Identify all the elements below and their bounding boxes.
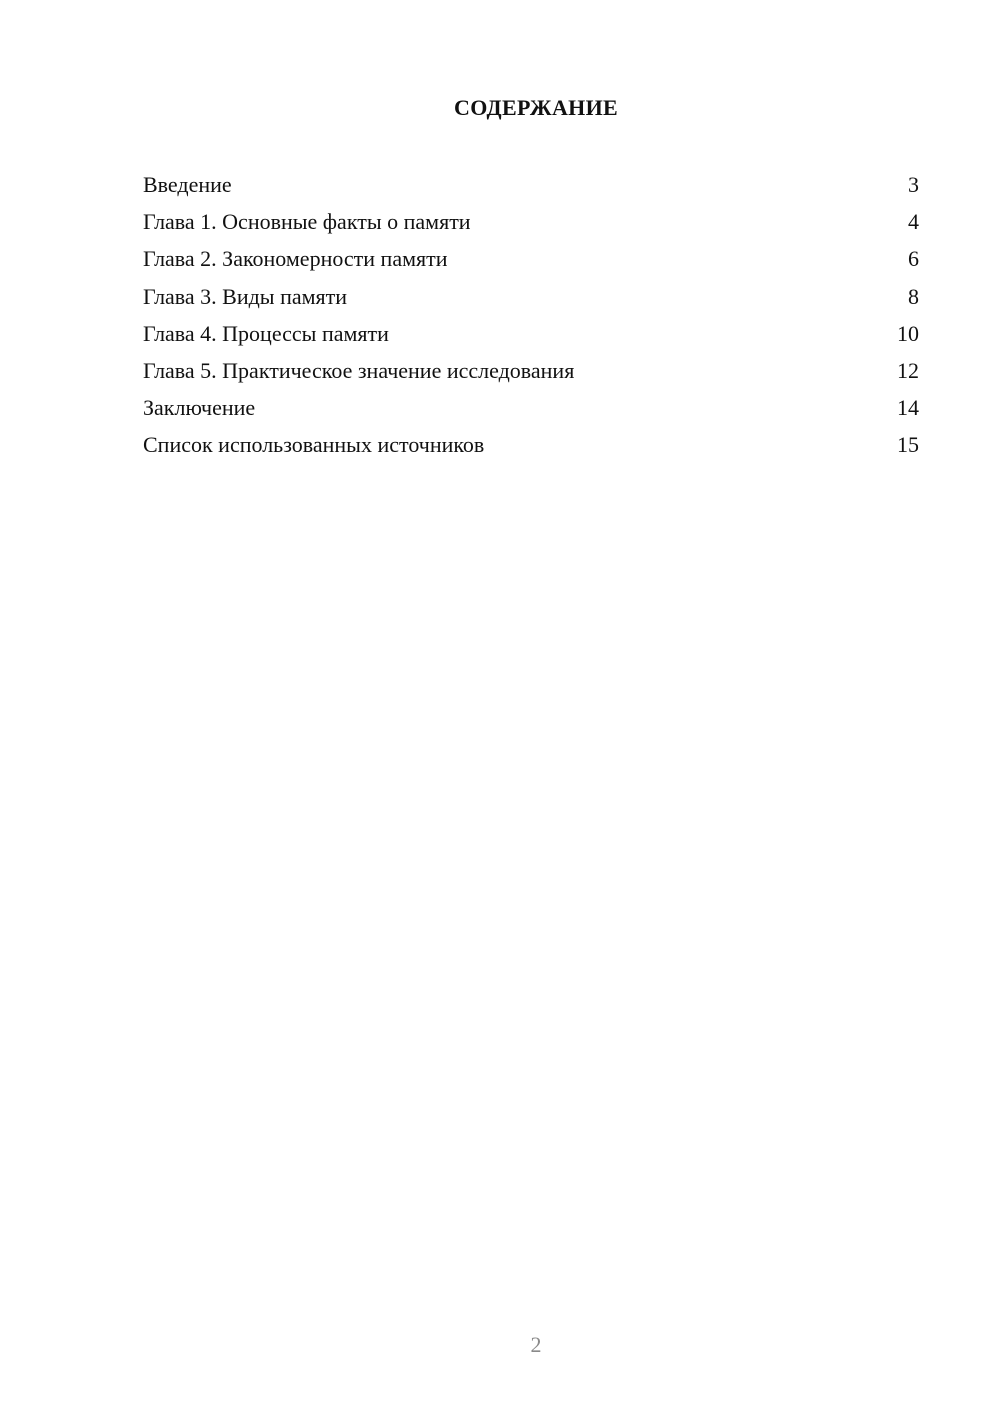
toc-entry-page: 15 xyxy=(897,432,919,458)
toc-entry-label: Глава 5. Практическое значение исследования xyxy=(143,357,575,383)
toc-entry-label: Список использованных источников xyxy=(143,432,485,458)
toc-entry-label: Глава 2. Закономерности памяти xyxy=(143,246,448,272)
toc-entry-page: 12 xyxy=(897,357,919,383)
toc-entry-label: Глава 4. Процессы памяти xyxy=(143,320,389,346)
toc-entry-introduction xyxy=(143,168,919,205)
toc-entry-chapter-2 xyxy=(143,242,919,279)
toc-entry-page: 4 xyxy=(908,209,919,235)
toc-entry-page: 3 xyxy=(908,172,919,197)
toc-entry-label: Глава 3. Виды памяти xyxy=(143,283,348,309)
toc-entry-page: 6 xyxy=(908,246,919,272)
table-of-contents xyxy=(143,168,919,466)
toc-entry-page: 14 xyxy=(897,395,919,421)
toc-title: СОДЕРЖАНИЕ xyxy=(454,95,618,120)
toc-entry-label: Заключение xyxy=(143,395,256,421)
toc-entry-chapter-3 xyxy=(143,280,919,317)
toc-entry-label: Введение xyxy=(143,172,232,197)
toc-entry-chapter-4 xyxy=(143,317,919,354)
toc-entry-label: Глава 1. Основные факты о памяти xyxy=(143,209,471,235)
toc-entry-chapter-5 xyxy=(143,354,919,391)
toc-entry-references xyxy=(143,428,919,465)
toc-entry-page: 10 xyxy=(897,320,919,346)
toc-entry-conclusion xyxy=(143,391,919,428)
page-number: 2 xyxy=(530,1332,542,1357)
toc-entry-page: 8 xyxy=(908,283,919,309)
toc-entry-chapter-1 xyxy=(143,205,919,242)
